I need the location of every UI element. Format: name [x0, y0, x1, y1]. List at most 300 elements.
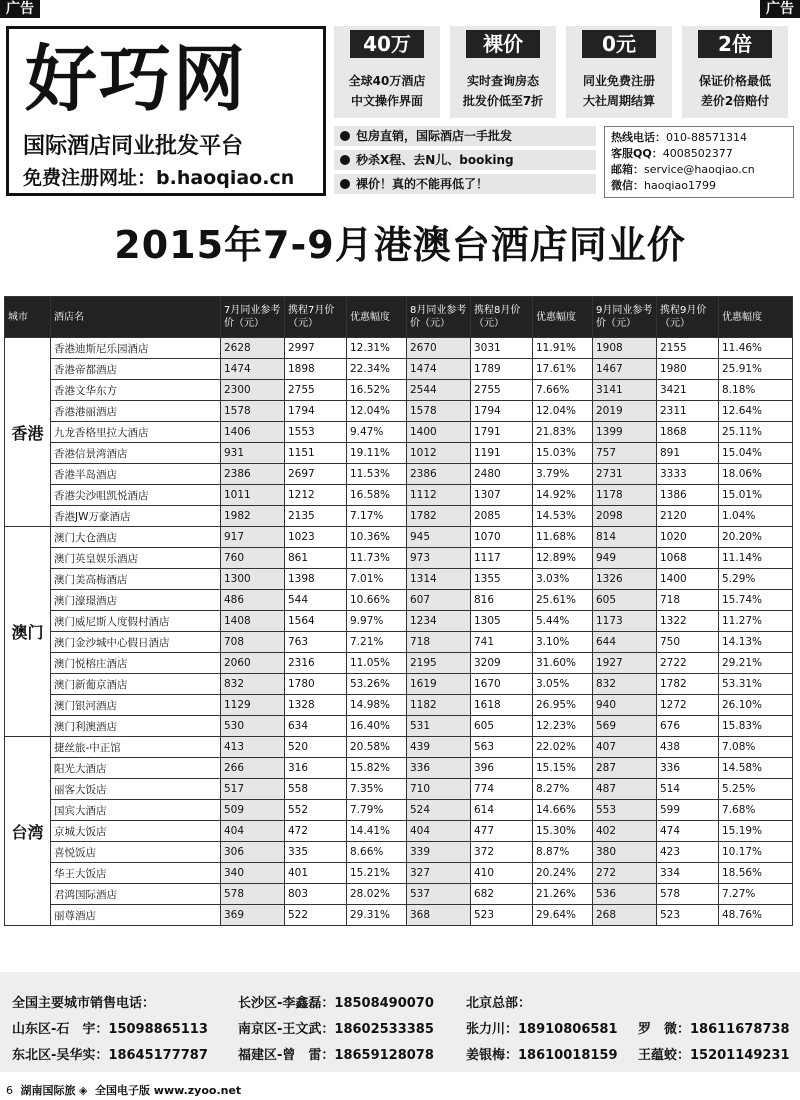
- table-cell: 14.58%: [719, 758, 793, 779]
- sales-contact: 福建区-曾 雷：18659128078: [238, 1048, 434, 1063]
- table-cell: 11.68%: [533, 527, 593, 548]
- contact-wechat: [611, 178, 787, 194]
- table-row: [5, 800, 793, 821]
- feature-line: 批发价低至7折: [462, 94, 544, 108]
- feature-badge: 2倍: [698, 30, 772, 58]
- table-cell: 18.06%: [719, 464, 793, 485]
- feature-line: 大社周期结算: [582, 94, 655, 108]
- table-cell: 814: [593, 527, 657, 548]
- table-cell: 19.11%: [347, 443, 407, 464]
- table-cell: 1.04%: [719, 506, 793, 527]
- sales-contact: 罗 微：18611678738: [638, 1022, 790, 1037]
- city-cell: 香港: [5, 338, 51, 527]
- table-cell: 774: [471, 779, 533, 800]
- table-cell: 2731: [593, 464, 657, 485]
- table-cell: 1782: [657, 674, 719, 695]
- table-cell: 718: [407, 632, 471, 653]
- feature-card: [334, 26, 440, 118]
- table-cell: 1400: [407, 422, 471, 443]
- email-value[interactable]: service@haoqiao.cn: [644, 163, 755, 176]
- table-cell: 2697: [285, 464, 347, 485]
- table-cell: 22.34%: [347, 359, 407, 380]
- table-cell: 1398: [285, 569, 347, 590]
- table-cell: 439: [407, 737, 471, 758]
- table-cell: 413: [221, 737, 285, 758]
- table-cell: 53.26%: [347, 674, 407, 695]
- table-cell: 423: [657, 842, 719, 863]
- table-cell: 509: [221, 800, 285, 821]
- table-cell: 891: [657, 443, 719, 464]
- table-cell: 1578: [221, 401, 285, 422]
- table-row: [5, 464, 793, 485]
- table-cell: 1618: [471, 695, 533, 716]
- table-cell: 2135: [285, 506, 347, 527]
- table-cell: 750: [657, 632, 719, 653]
- logo-box: [6, 26, 326, 196]
- table-cell: 605: [593, 590, 657, 611]
- table-cell: 2755: [471, 380, 533, 401]
- table-cell: 563: [471, 737, 533, 758]
- table-cell: 10.17%: [719, 842, 793, 863]
- table-cell: 1408: [221, 611, 285, 632]
- table-cell: 1307: [471, 485, 533, 506]
- table-cell: 2120: [657, 506, 719, 527]
- table-cell: 520: [285, 737, 347, 758]
- table-cell: 7.01%: [347, 569, 407, 590]
- table-cell: 1070: [471, 527, 533, 548]
- feature-line: 差价2倍赔付: [700, 94, 770, 108]
- table-cell: 1789: [471, 359, 533, 380]
- bullet-item: [334, 150, 596, 170]
- table-cell: 316: [285, 758, 347, 779]
- table-cell: 7.21%: [347, 632, 407, 653]
- table-header-cell: 携程8月价（元）: [471, 297, 533, 338]
- bullet-dot-icon: [340, 155, 350, 165]
- table-cell: 760: [221, 548, 285, 569]
- table-cell: 558: [285, 779, 347, 800]
- table-cell: 973: [407, 548, 471, 569]
- hotel-name-cell: 喜悦饭店: [51, 842, 221, 863]
- table-cell: 3421: [657, 380, 719, 401]
- wechat-label: 微信：: [611, 179, 644, 192]
- table-cell: 1553: [285, 422, 347, 443]
- table-cell: 1129: [221, 695, 285, 716]
- table-cell: 3.05%: [533, 674, 593, 695]
- table-cell: 20.20%: [719, 527, 793, 548]
- table-cell: 7.35%: [347, 779, 407, 800]
- table-cell: 1212: [285, 485, 347, 506]
- table-cell: 1117: [471, 548, 533, 569]
- table-cell: 949: [593, 548, 657, 569]
- table-cell: 708: [221, 632, 285, 653]
- table-row: [5, 548, 793, 569]
- table-cell: 18.56%: [719, 863, 793, 884]
- table-row: [5, 443, 793, 464]
- logo-title: 好巧网: [25, 37, 248, 121]
- table-row: [5, 569, 793, 590]
- table-cell: 26.10%: [719, 695, 793, 716]
- table-header-cell: 7月同业参考价（元）: [221, 297, 285, 338]
- table-cell: 682: [471, 884, 533, 905]
- magazine-name: 湖南国际旅: [20, 1084, 76, 1097]
- footer: [0, 972, 800, 1072]
- table-cell: 336: [657, 758, 719, 779]
- bullet-text: 秒杀X程、去N儿、booking: [356, 153, 514, 167]
- table-cell: 487: [593, 779, 657, 800]
- table-cell: 524: [407, 800, 471, 821]
- table-cell: 25.61%: [533, 590, 593, 611]
- wechat-value: haoqiao1799: [644, 179, 716, 192]
- table-cell: 1619: [407, 674, 471, 695]
- table-row: [5, 422, 793, 443]
- email-label: 邮箱：: [611, 163, 644, 176]
- table-cell: 803: [285, 884, 347, 905]
- table-cell: 14.98%: [347, 695, 407, 716]
- page-number: 6: [6, 1084, 13, 1097]
- table-cell: 763: [285, 632, 347, 653]
- hotel-name-cell: 香港尖沙咀凯悦酒店: [51, 485, 221, 506]
- table-cell: 514: [657, 779, 719, 800]
- table-cell: 710: [407, 779, 471, 800]
- table-cell: 2544: [407, 380, 471, 401]
- table-cell: 12.04%: [347, 401, 407, 422]
- table-cell: 7.68%: [719, 800, 793, 821]
- contact-box: [604, 126, 794, 198]
- table-row: [5, 338, 793, 359]
- table-cell: 15.04%: [719, 443, 793, 464]
- sales-contact: 东北区-吴华实：18645177787: [12, 1048, 208, 1063]
- table-cell: 757: [593, 443, 657, 464]
- table-cell: 931: [221, 443, 285, 464]
- table-cell: 3333: [657, 464, 719, 485]
- hotel-name-cell: 香港港丽酒店: [51, 401, 221, 422]
- table-cell: 537: [407, 884, 471, 905]
- contact-qq: [611, 146, 787, 162]
- table-cell: 644: [593, 632, 657, 653]
- table-cell: 22.02%: [533, 737, 593, 758]
- price-table: [4, 296, 793, 926]
- table-cell: 1386: [657, 485, 719, 506]
- table-row: [5, 737, 793, 758]
- table-row: [5, 590, 793, 611]
- table-cell: 5.25%: [719, 779, 793, 800]
- sales-contact: 姜银梅：18610018159: [466, 1048, 618, 1063]
- table-cell: 1898: [285, 359, 347, 380]
- table-cell: 368: [407, 905, 471, 926]
- logo-subtitle: 国际酒店同业批发平台: [23, 134, 244, 159]
- table-cell: 1012: [407, 443, 471, 464]
- table-row: [5, 863, 793, 884]
- city-cell: 澳门: [5, 527, 51, 737]
- table-cell: 1578: [407, 401, 471, 422]
- table-cell: 5.29%: [719, 569, 793, 590]
- sales-contact: 长沙区-李鑫磊：18508490070: [238, 996, 434, 1011]
- register-link[interactable]: b.haoqiao.cn: [156, 167, 295, 189]
- table-cell: 404: [407, 821, 471, 842]
- table-cell: 552: [285, 800, 347, 821]
- table-cell: 14.53%: [533, 506, 593, 527]
- table-cell: 1182: [407, 695, 471, 716]
- hotel-name-cell: 香港帝都酒店: [51, 359, 221, 380]
- sales-contact: 南京区-王文武：18602533385: [238, 1022, 434, 1037]
- table-cell: 8.18%: [719, 380, 793, 401]
- table-cell: 2085: [471, 506, 533, 527]
- table-cell: 7.08%: [719, 737, 793, 758]
- table-cell: 335: [285, 842, 347, 863]
- table-cell: 1068: [657, 548, 719, 569]
- table-cell: 9.97%: [347, 611, 407, 632]
- table-cell: 5.44%: [533, 611, 593, 632]
- table-row: [5, 716, 793, 737]
- hotel-name-cell: 澳门濠璟酒店: [51, 590, 221, 611]
- table-cell: 401: [285, 863, 347, 884]
- table-cell: 1467: [593, 359, 657, 380]
- table-cell: 10.36%: [347, 527, 407, 548]
- table-cell: 2060: [221, 653, 285, 674]
- table-cell: 1355: [471, 569, 533, 590]
- table-cell: 1328: [285, 695, 347, 716]
- hotel-name-cell: 香港文华东方: [51, 380, 221, 401]
- sales-contact: 王蕴蛟：15201149231: [638, 1048, 790, 1063]
- table-cell: 372: [471, 842, 533, 863]
- table-cell: 407: [593, 737, 657, 758]
- table-cell: 1791: [471, 422, 533, 443]
- table-row: [5, 611, 793, 632]
- table-cell: 336: [407, 758, 471, 779]
- table-cell: 410: [471, 863, 533, 884]
- table-cell: 1780: [285, 674, 347, 695]
- national-sales-label: 全国主要城市销售电话：: [12, 996, 156, 1011]
- feature-line: 同业免费注册: [582, 74, 655, 88]
- table-cell: 544: [285, 590, 347, 611]
- table-cell: 340: [221, 863, 285, 884]
- table-cell: 578: [221, 884, 285, 905]
- table-cell: 945: [407, 527, 471, 548]
- table-cell: 832: [593, 674, 657, 695]
- table-cell: 2670: [407, 338, 471, 359]
- table-cell: 2155: [657, 338, 719, 359]
- bullet-item: [334, 174, 596, 194]
- bullet-dot-icon: [340, 179, 350, 189]
- table-cell: 2311: [657, 401, 719, 422]
- table-cell: 1191: [471, 443, 533, 464]
- table-cell: 1927: [593, 653, 657, 674]
- table-header-cell: 优惠幅度: [347, 297, 407, 338]
- table-cell: 29.31%: [347, 905, 407, 926]
- table-cell: 272: [593, 863, 657, 884]
- hotel-name-cell: 澳门大仓酒店: [51, 527, 221, 548]
- hotel-name-cell: 国宾大酒店: [51, 800, 221, 821]
- table-header-cell: 城市: [5, 297, 51, 338]
- table-cell: 614: [471, 800, 533, 821]
- hotel-name-cell: 澳门金沙城中心假日酒店: [51, 632, 221, 653]
- table-cell: 578: [657, 884, 719, 905]
- table-cell: 369: [221, 905, 285, 926]
- hotel-name-cell: 华王大饭店: [51, 863, 221, 884]
- table-cell: 1564: [285, 611, 347, 632]
- table-cell: 474: [657, 821, 719, 842]
- table-cell: 12.89%: [533, 548, 593, 569]
- table-cell: 26.95%: [533, 695, 593, 716]
- table-cell: 396: [471, 758, 533, 779]
- city-cell: 台湾: [5, 737, 51, 926]
- feature-badge: 0元: [582, 30, 656, 58]
- sales-contact: 山东区-石 宇：15098865113: [12, 1022, 208, 1037]
- table-row: [5, 653, 793, 674]
- table-cell: 530: [221, 716, 285, 737]
- edition-text: 全国电子版 www.zyoo.net: [94, 1084, 242, 1097]
- hotel-name-cell: 香港迪斯尼乐园酒店: [51, 338, 221, 359]
- table-cell: 1151: [285, 443, 347, 464]
- table-cell: 2386: [221, 464, 285, 485]
- hotel-name-cell: 丽客大饭店: [51, 779, 221, 800]
- table-row: [5, 779, 793, 800]
- table-cell: 15.82%: [347, 758, 407, 779]
- table-cell: 486: [221, 590, 285, 611]
- bullet-text: 包房直销，国际酒店一手批发: [356, 129, 513, 143]
- hotel-name-cell: 澳门威尼斯人度假村酒店: [51, 611, 221, 632]
- bullet-item: [334, 126, 596, 146]
- table-header-cell: 优惠幅度: [719, 297, 793, 338]
- hotel-name-cell: 香港JW万豪酒店: [51, 506, 221, 527]
- qq-value[interactable]: 4008502377: [662, 147, 733, 160]
- table-cell: 15.01%: [719, 485, 793, 506]
- feature-card: [682, 26, 788, 118]
- table-cell: 17.61%: [533, 359, 593, 380]
- table-row: [5, 506, 793, 527]
- table-cell: 1011: [221, 485, 285, 506]
- table-cell: 12.23%: [533, 716, 593, 737]
- table-row: [5, 884, 793, 905]
- hotline-value[interactable]: 010-88571314: [666, 131, 747, 144]
- table-body: [5, 338, 793, 926]
- sales-contact: 张力川：18910806581: [466, 1022, 618, 1037]
- table-row: [5, 695, 793, 716]
- table-cell: 7.79%: [347, 800, 407, 821]
- table-cell: 15.19%: [719, 821, 793, 842]
- table-cell: 7.66%: [533, 380, 593, 401]
- table-row: [5, 632, 793, 653]
- table-cell: 7.17%: [347, 506, 407, 527]
- table-cell: 3209: [471, 653, 533, 674]
- contact-email: [611, 162, 787, 178]
- table-cell: 287: [593, 758, 657, 779]
- table-cell: 15.74%: [719, 590, 793, 611]
- table-cell: 12.04%: [533, 401, 593, 422]
- page-title: 2015年7-9月港澳台酒店同业价: [114, 223, 686, 267]
- table-cell: 2755: [285, 380, 347, 401]
- table-cell: 2386: [407, 464, 471, 485]
- table-cell: 472: [285, 821, 347, 842]
- table-cell: 553: [593, 800, 657, 821]
- table-cell: 31.60%: [533, 653, 593, 674]
- hotel-name-cell: 阳光大酒店: [51, 758, 221, 779]
- table-cell: 306: [221, 842, 285, 863]
- table-cell: 861: [285, 548, 347, 569]
- table-cell: 2019: [593, 401, 657, 422]
- table-cell: 1400: [657, 569, 719, 590]
- table-cell: 16.52%: [347, 380, 407, 401]
- table-cell: 1782: [407, 506, 471, 527]
- table-cell: 327: [407, 863, 471, 884]
- table-cell: 1908: [593, 338, 657, 359]
- table-cell: 1023: [285, 527, 347, 548]
- table-cell: 536: [593, 884, 657, 905]
- register-url[interactable]: [23, 163, 294, 190]
- table-cell: 14.41%: [347, 821, 407, 842]
- feature-card: [566, 26, 672, 118]
- feature-badge: 40万: [350, 30, 424, 58]
- table-header-cell: 酒店名: [51, 297, 221, 338]
- table-cell: 25.11%: [719, 422, 793, 443]
- table-row: [5, 905, 793, 926]
- table-cell: 14.13%: [719, 632, 793, 653]
- table-cell: 11.27%: [719, 611, 793, 632]
- table-cell: 1326: [593, 569, 657, 590]
- contact-hotline: [611, 130, 787, 146]
- feature-line: 中文操作界面: [350, 94, 423, 108]
- feature-card: [450, 26, 556, 118]
- table-cell: 832: [221, 674, 285, 695]
- table-cell: 3.03%: [533, 569, 593, 590]
- table-cell: 2195: [407, 653, 471, 674]
- table-cell: 1112: [407, 485, 471, 506]
- hotel-name-cell: 澳门英皇娱乐酒店: [51, 548, 221, 569]
- table-cell: 1670: [471, 674, 533, 695]
- hotel-name-cell: 澳门美高梅酒店: [51, 569, 221, 590]
- table-cell: 676: [657, 716, 719, 737]
- table-header-cell: 优惠幅度: [533, 297, 593, 338]
- table-cell: 940: [593, 695, 657, 716]
- table-cell: 12.31%: [347, 338, 407, 359]
- hotel-name-cell: 君鸿国际酒店: [51, 884, 221, 905]
- table-cell: 1178: [593, 485, 657, 506]
- table-cell: 2480: [471, 464, 533, 485]
- table-cell: 816: [471, 590, 533, 611]
- table-cell: 15.03%: [533, 443, 593, 464]
- table-cell: 1794: [471, 401, 533, 422]
- table-cell: 3.10%: [533, 632, 593, 653]
- table-cell: 1980: [657, 359, 719, 380]
- table-cell: 21.26%: [533, 884, 593, 905]
- table-cell: 25.91%: [719, 359, 793, 380]
- table-cell: 2722: [657, 653, 719, 674]
- table-cell: 339: [407, 842, 471, 863]
- table-cell: 1305: [471, 611, 533, 632]
- table-cell: 2300: [221, 380, 285, 401]
- table-cell: 1982: [221, 506, 285, 527]
- table-cell: 15.15%: [533, 758, 593, 779]
- hotel-name-cell: 澳门悦榕庄酒店: [51, 653, 221, 674]
- table-row: [5, 758, 793, 779]
- table-cell: 10.66%: [347, 590, 407, 611]
- table-cell: 1314: [407, 569, 471, 590]
- table-cell: 1173: [593, 611, 657, 632]
- table-cell: 8.66%: [347, 842, 407, 863]
- table-cell: 402: [593, 821, 657, 842]
- hotline-label: 热线电话：: [611, 131, 666, 144]
- table-cell: 438: [657, 737, 719, 758]
- table-cell: 7.27%: [719, 884, 793, 905]
- table-cell: 2628: [221, 338, 285, 359]
- page-footer: [6, 1082, 241, 1098]
- table-cell: 11.46%: [719, 338, 793, 359]
- hotel-name-cell: 丽尊酒店: [51, 905, 221, 926]
- table-cell: 3.79%: [533, 464, 593, 485]
- table-cell: 15.83%: [719, 716, 793, 737]
- table-cell: 1300: [221, 569, 285, 590]
- table-cell: 15.30%: [533, 821, 593, 842]
